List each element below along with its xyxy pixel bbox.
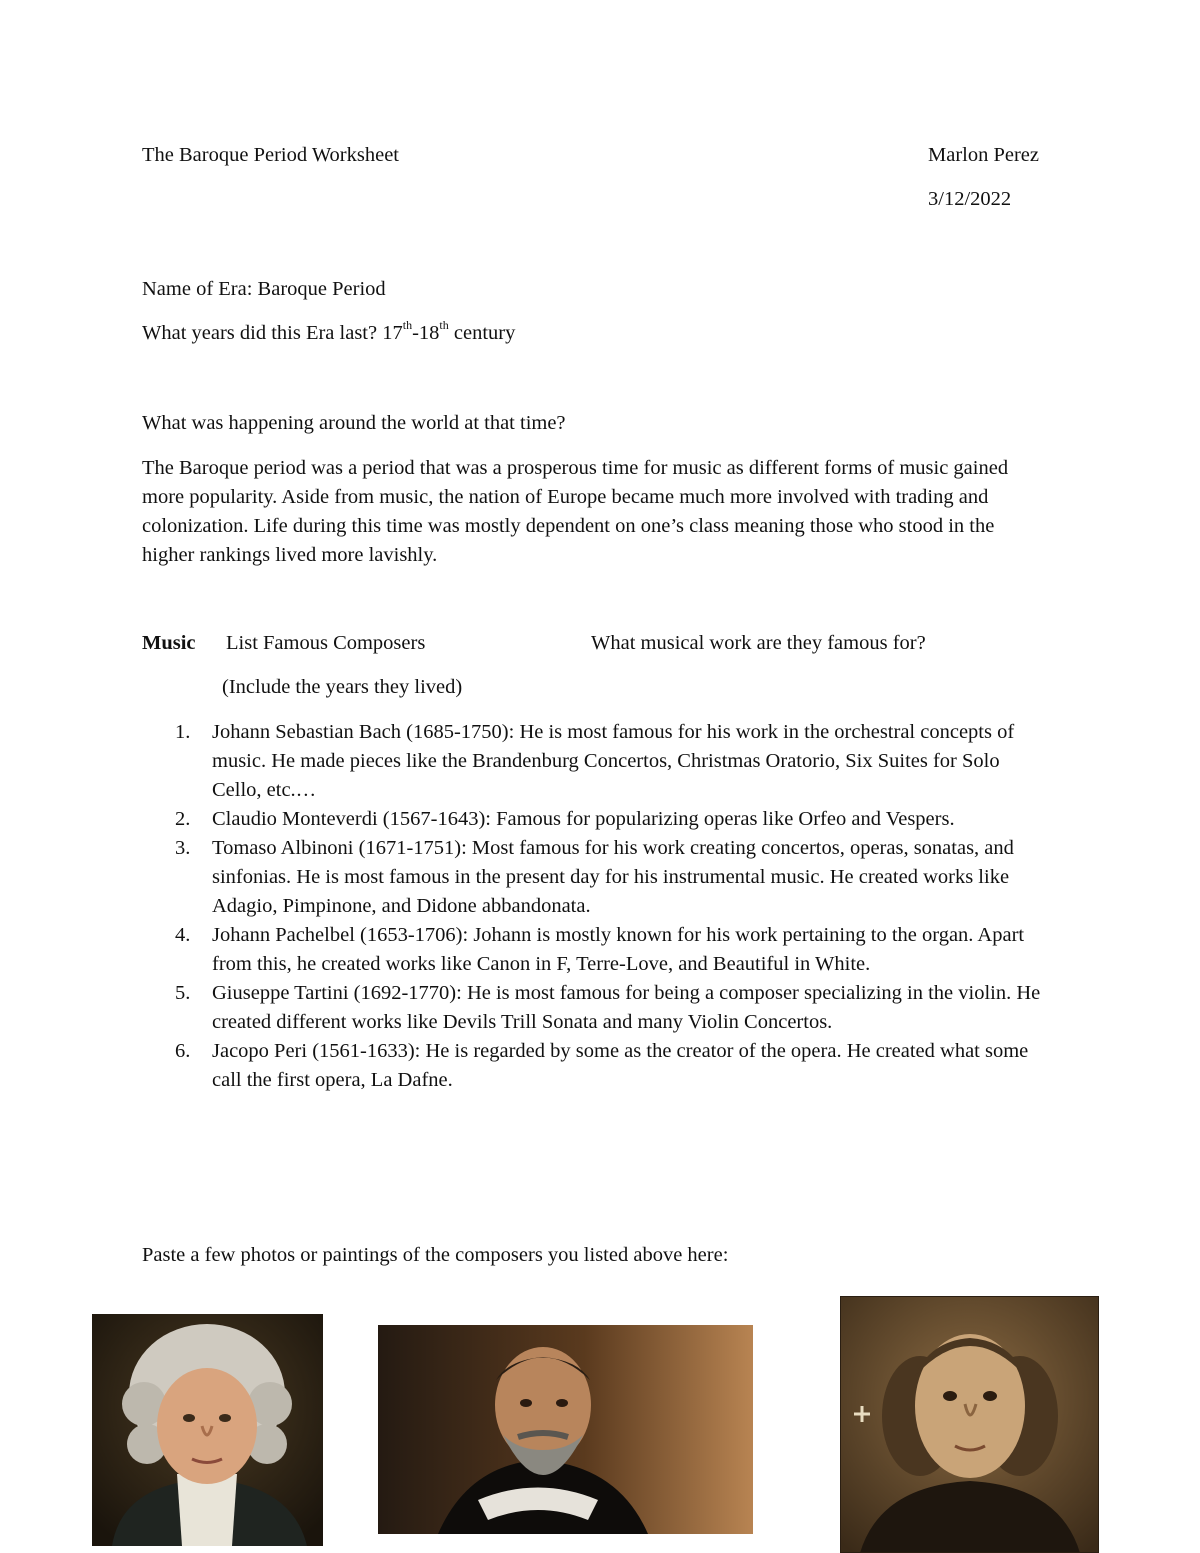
list-item: 5. Giuseppe Tartini (1692-1770): He is most famous for being a composer specializing in the violin. He created different works like Devils Trill Sonata and many Violin Concertos. [175,982,1041,1033]
composer-text: Johann Sebastian Bach (1685-1750): He is most famous for his work in the orchestral concepts of music. He made pieces like the Brandenburg Concertos, Christmas Oratorio, Six Suites for Solo Cello, etc.… [212,721,1015,801]
list-item: 2. Claudio Monteverdi (1567-1643): Famous for popularizing operas like Orfeo and Vespers. [175,808,955,830]
author-name: Marlon Perez [928,144,1039,166]
photos-prompt: Paste a few photos or paintings of the composers you listed above here: [142,1244,729,1266]
era-years-question: What years did this Era last? [142,322,378,344]
pachelbel-portrait [840,1296,1099,1553]
era-name-label: Name of Era: [142,278,253,300]
worksheet-title: The Baroque Period Worksheet [142,144,400,166]
world-question: What was happening around the world at that time? [142,412,566,434]
composer-list [142,718,1052,1095]
worksheet-date: 3/12/2022 [928,188,1012,210]
years-note: (Include the years they lived) [222,676,463,698]
composer-text: Jacopo Peri (1561-1633): He is regarded by some as the creator of the opera. He created what some call the first opera, La Dafne. [212,1040,1029,1091]
music-label: Music [142,632,196,654]
composer-text: Johann Pachelbel (1653-1706): Johann is mostly known for his work pertaining to the organ. Apart from this, he created works like Canon in F, Terre-Love, and Beautiful in White. [212,924,1025,975]
era-name-line [142,278,386,301]
era-years-answer: 17th-18th century [382,318,516,344]
list-item: 3. Tomaso Albinoni (1671-1751): Most famous for his work creating concertos, operas, sonatas, and sinfonias. He is most famous in the present day for his instrumental music. He created works like Adagio, Pimpinone, and Didone abbandonata. [175,837,1014,917]
era-name-value: Baroque Period [257,278,386,300]
composer-text: Tomaso Albinoni (1671-1751): Most famous for his work creating concertos, operas, sonatas, and sinfonias. He is most famous in the present day for his instrumental music. He created works like Adagio, Pimpinone, and Didone abbandonata. [212,837,1014,917]
list-item: 4. Johann Pachelbel (1653-1706): Johann is mostly known for his work pertaining to the organ. Apart from this, he created works like Canon in F, Terre-Love, and Beautiful in White. [175,924,1025,975]
list-item: 1. Johann Sebastian Bach (1685-1750): He is most famous for his work in the orchestral concepts of music. He made pieces like the Brandenburg Concertos, Christmas Oratorio, Six Suites for Solo Cello, etc.… [175,721,1015,801]
list-item: 6. Jacopo Peri (1561-1633): He is regarded by some as the creator of the opera. He created what some call the first opera, La Dafne. [175,1040,1029,1091]
era-years-line [142,318,516,345]
composer-text: Claudio Monteverdi (1567-1643): Famous for popularizing operas like Orfeo and Vespers. [212,808,955,830]
composer-text: Giuseppe Tartini (1692-1770): He is most famous for being a composer specializing in the violin. He created different works like Devils Trill Sonata and many Violin Concertos. [212,982,1041,1033]
works-header: What musical work are they famous for? [591,632,926,654]
composers-header: List Famous Composers [226,632,426,654]
monteverdi-portrait [378,1325,753,1534]
world-answer: The Baroque period was a period that was a prosperous time for music as different forms of music gained more popularity. Aside from music, the nation of Europe became much more involved with trading and colonization. Life during this time was mostly dependent on one’s class meaning those who stood in the higher rankings lived more lavishly. [142,457,1009,566]
bach-portrait [92,1314,323,1546]
